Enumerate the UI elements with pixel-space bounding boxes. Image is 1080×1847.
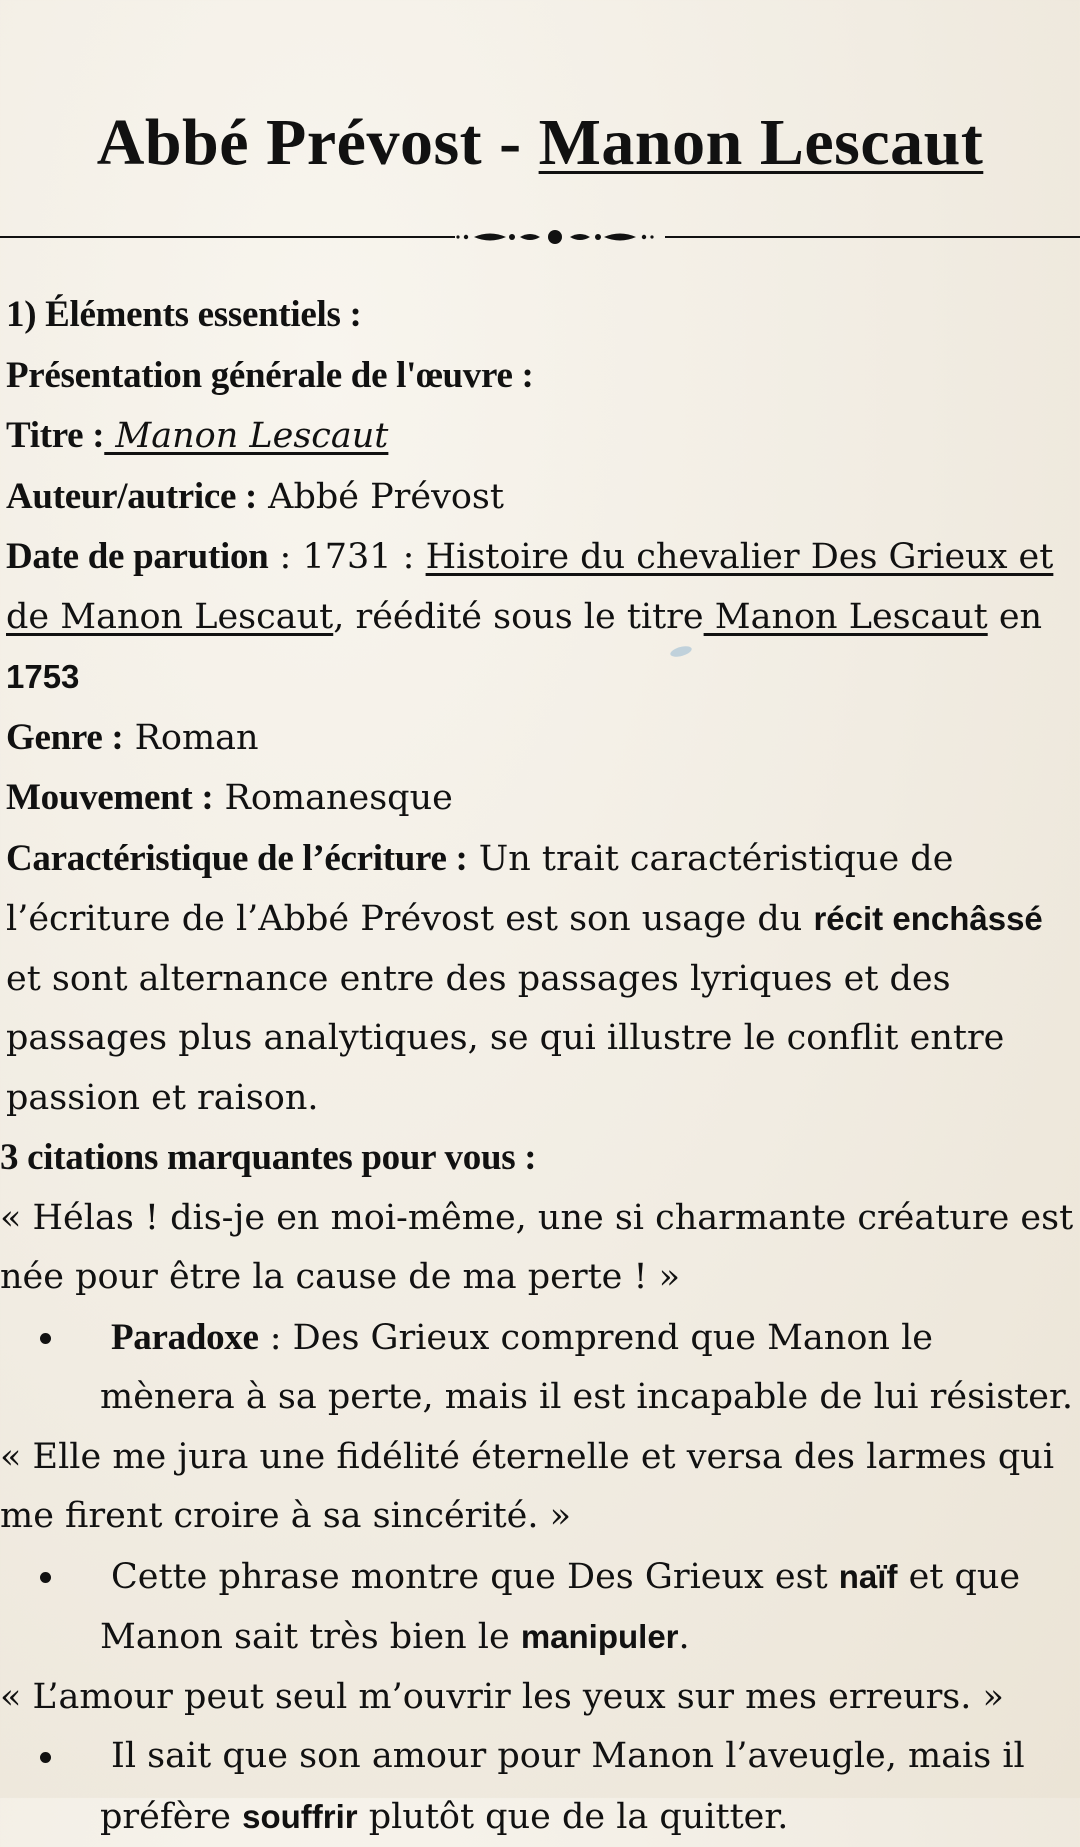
bullet-2: Cette phrase montre que Des Grieux est naïf et que Manon sait très bien le manipuler. bbox=[32, 1547, 1076, 1668]
date-title-2: Manon Lescaut bbox=[703, 596, 988, 637]
presentation-heading: Présentation générale de l'œuvre : bbox=[6, 354, 534, 396]
section-heading: 1) Éléments essentiels : bbox=[6, 294, 362, 335]
title-author: Abbé Prévost - bbox=[96, 106, 539, 179]
date-row: Date de parution : 1731 : Histoire du chevalier Des Grieux et de Manon Lescaut, réédité sous le titre Manon Lescaut en 1753 bbox=[6, 536, 1054, 695]
quote-1: « Hélas ! dis-je en moi-même, une si charmante créature est née pour être la cause de ma perte ! » bbox=[0, 1197, 1074, 1297]
quote-2: « Elle me jura une fidélité éternelle et versa des larmes qui me firent croire à sa sincérité. » bbox=[0, 1436, 1055, 1536]
quote-3: « L’amour peut seul m’ouvrir les yeux sur mes erreurs. » bbox=[0, 1676, 1004, 1717]
title-work: Manon Lescaut bbox=[538, 106, 984, 179]
titre-value: Manon Lescaut bbox=[104, 416, 389, 456]
genre-row: Genre : Roman bbox=[6, 716, 259, 758]
bullet-1: Paradoxe : Des Grieux comprend que Manon le mènera à sa perte, mais il est incapable de lui résister. bbox=[32, 1308, 1076, 1428]
date-year: 1753 bbox=[6, 658, 80, 695]
mouvement-row: Mouvement : Romanesque bbox=[6, 777, 453, 818]
citations-heading: 3 citations marquantes pour vous : bbox=[0, 1137, 537, 1178]
bullet-1-bold: Paradoxe bbox=[111, 1316, 259, 1358]
bullet-3-bold: souffrir bbox=[242, 1797, 358, 1835]
auteur-value: Abbé Prévost bbox=[257, 476, 504, 517]
bullet-2-bold-manipuler: manipuler bbox=[520, 1618, 679, 1655]
bullet-3: Il sait que son amour pour Manon l’aveugle, mais il préfère souffrir plutôt que de la quitter. bbox=[32, 1727, 1076, 1847]
page-title bbox=[0, 103, 1080, 183]
mouvement-value: Romanesque bbox=[213, 778, 453, 818]
titre-row: Titre : Manon Lescaut bbox=[6, 415, 389, 456]
content-body bbox=[0, 285, 1076, 1847]
recit-enchasse: récit enchâssé bbox=[813, 900, 1043, 937]
caracteristique-row: Caractéristique de l’écriture : Un trait caractéristique de l’écriture de l’Abbé Prévost est son usage du récit enchâssé et sont alternance entre des passages lyriques et des passages plus analytiques, se qui illustre le conflit entre passion et raison. bbox=[6, 837, 1043, 1118]
auteur-row: Auteur/autrice : Abbé Prévost bbox=[6, 475, 504, 517]
genre-value: Roman bbox=[123, 717, 259, 758]
ornamental-divider bbox=[0, 222, 1080, 252]
date-title-1: Histoire du chevalier Des Grieux et de Manon Lescaut bbox=[6, 537, 1054, 637]
bullet-2-bold-naif: naïf bbox=[838, 1557, 898, 1595]
